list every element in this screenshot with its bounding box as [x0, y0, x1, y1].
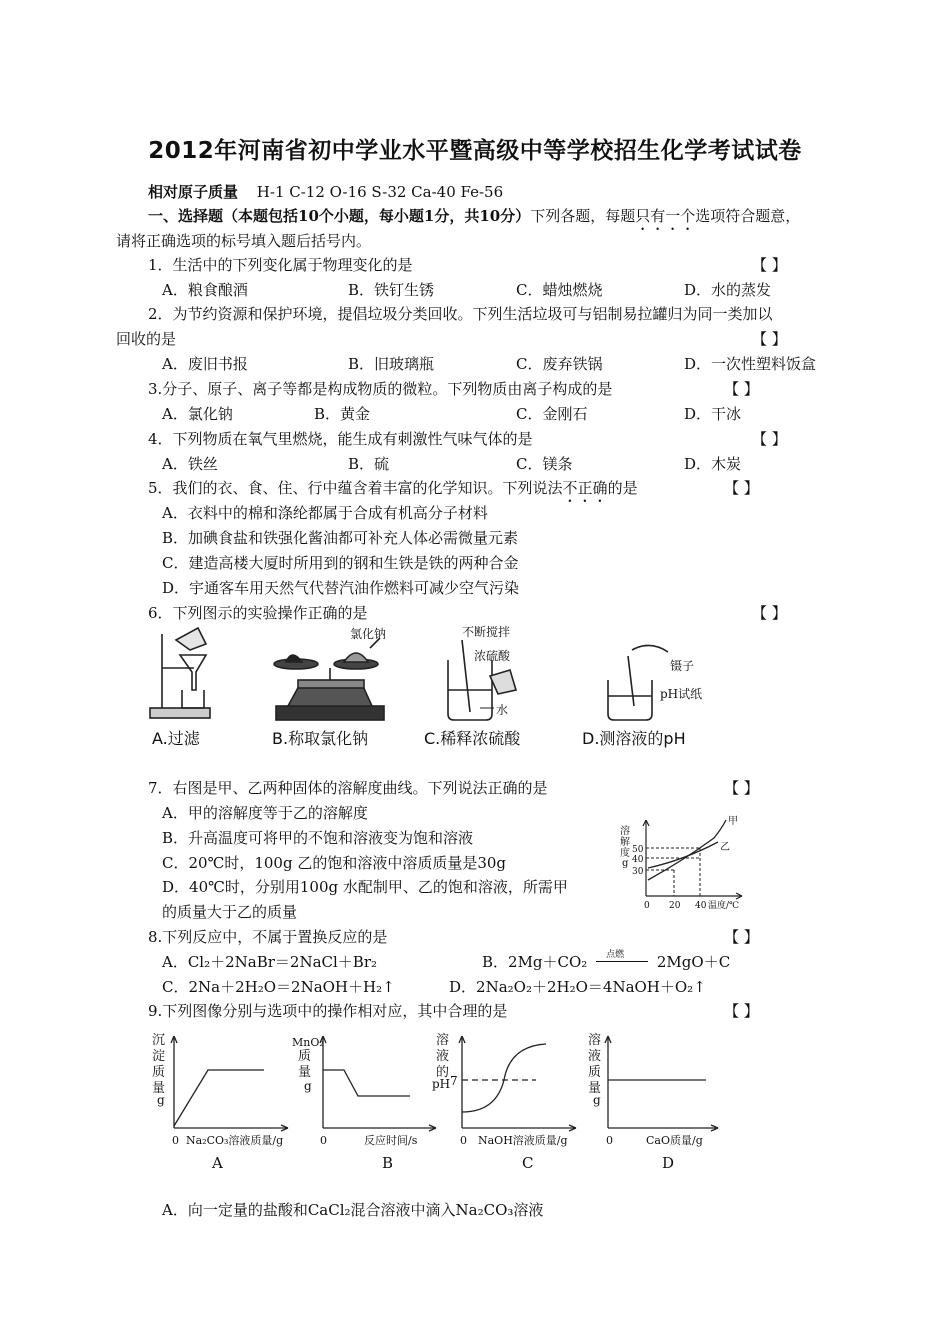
q5-stem-c: 的是 [607, 479, 638, 497]
gd-label: D [662, 1154, 675, 1172]
atomic-mass-label: 相对原子质量 [148, 183, 239, 201]
q2-stem: 2．为节约资源和保护环境，提倡垃圾分类回收。下列生活垃圾可与铝制易拉罐归为同一类加以 [148, 305, 773, 323]
ga-ylabel-3: 质 [152, 1065, 166, 1080]
gb-ylabel-2: 质 [298, 1049, 312, 1064]
q7-option-d-cont: 的质量大于乙的质量 [162, 903, 298, 921]
q5-stem-emph: 不正确 [562, 479, 608, 497]
gb-yunit: g [304, 1079, 312, 1093]
gc-ylabel-4: pH [432, 1077, 451, 1091]
q1-option-d: D．水的蒸发 [684, 281, 772, 299]
q7-option-c: C．20℃时，100g 乙的饱和溶液中溶质质量是30g [162, 854, 507, 872]
gd-xlabel: CaO质量/g [646, 1134, 703, 1147]
stir-label: 不断搅拌 [462, 625, 511, 639]
graph-b [320, 1036, 436, 1131]
q9-answer-bracket: 【 】 [724, 1002, 759, 1020]
tweezer-label: 镊子 [670, 659, 695, 673]
acid-label: 浓硫酸 [474, 649, 511, 663]
q8-option-b-left: B．2Mg＋CO₂ [482, 953, 588, 971]
gc-tick-7: 7 [450, 1074, 458, 1088]
section1-instr-line2: 请将正确选项的标号填入题后括号内。 [116, 232, 372, 250]
graph-c [459, 1036, 576, 1131]
gd-yunit: g [593, 1093, 601, 1107]
q4-option-d: D．木炭 [684, 455, 742, 473]
q6-stem: 6．下列图示的实验操作正确的是 [148, 604, 368, 622]
q8-answer-bracket: 【 】 [724, 928, 759, 946]
q4-option-c: C．镁条 [516, 455, 573, 473]
q4-option-a: A．铁丝 [162, 455, 218, 473]
ga-ylabel-2: 淀 [152, 1049, 166, 1064]
section1-instr-a: 下列各题，每题 [530, 207, 636, 225]
sol-xlabel: 温度/℃ [708, 901, 740, 911]
q5-option-a: A．衣料中的棉和涤纶都属于合成有机高分子材料 [162, 504, 488, 522]
q7-answer-bracket: 【 】 [724, 779, 759, 797]
q9-option-a: A．向一定量的盐酸和CaCl₂混合溶液中滴入Na₂CO₃溶液 [162, 1201, 544, 1219]
gb-ylabel-1: MnO₂ [292, 1036, 324, 1049]
q7-option-a: A．甲的溶解度等于乙的溶解度 [162, 804, 368, 822]
q3-option-b: B．黄金 [314, 405, 371, 423]
q3-option-a: A．氯化钠 [162, 405, 233, 423]
sol-tick-40: 40 [632, 855, 644, 865]
gd-origin: 0 [606, 1134, 613, 1147]
gb-label: B [382, 1154, 394, 1172]
ga-origin: 0 [172, 1134, 179, 1147]
gd-ylabel-2: 液 [588, 1049, 602, 1064]
section1-instr-c: 选项符合题意， [695, 207, 801, 225]
q3-option-d: D．干冰 [684, 405, 742, 423]
sol-tick-x40: 40 [695, 901, 707, 911]
gd-ylabel-1: 溶 [588, 1033, 602, 1048]
q2-answer-bracket: 【 】 [752, 330, 787, 348]
ignition-condition: 点燃 [606, 950, 625, 960]
q8-option-c: C．2Na＋2H₂O＝2NaOH＋H₂↑ [162, 978, 395, 996]
ga-ylabel-1: 沉 [152, 1033, 166, 1048]
q2-option-d: D．一次性塑料饭盒 [684, 355, 817, 373]
q3-answer-bracket: 【 】 [724, 380, 759, 398]
q4-stem: 4．下列物质在氧气里燃烧，能生成有刺激性气味气体的是 [148, 430, 533, 448]
q1-stem: 1．生活中的下列变化属于物理变化的是 [148, 256, 413, 274]
sol-tick-x20: 20 [669, 901, 681, 911]
sol-ylabel-2: 解 [620, 837, 630, 848]
gd-ylabel-4: 量 [588, 1081, 602, 1096]
q5-option-c: C．建造高楼大厦时所用到的钢和生铁是铁的两种合金 [162, 554, 519, 572]
gb-origin: 0 [320, 1134, 327, 1147]
ga-xlabel: Na₂CO₃溶液质量/g [186, 1134, 284, 1147]
q3-option-c: C．金刚石 [516, 405, 588, 423]
sol-tick-50: 50 [632, 845, 644, 855]
q6-answer-bracket: 【 】 [752, 604, 787, 622]
q1-option-b: B．铁钉生锈 [348, 281, 435, 299]
sol-series-jia: 甲 [728, 816, 738, 827]
q1-option-a: A．粮食酿酒 [162, 281, 248, 299]
fig-c-label: C.稀释浓硫酸 [424, 729, 521, 748]
ph-paper-label: pH试纸 [660, 687, 703, 701]
gc-xlabel: NaOH溶液质量/g [478, 1134, 568, 1147]
fig-b-label: B.称取氯化钠 [272, 729, 369, 748]
gd-ylabel-3: 质 [588, 1065, 602, 1080]
atomic-mass-values: H-1 C-12 O-16 S-32 Ca-40 Fe-56 [256, 183, 504, 201]
q4-answer-bracket: 【 】 [752, 430, 787, 448]
sol-ylabel-1: 溶 [620, 826, 630, 837]
q9-stem: 9.下列图像分别与选项中的操作相对应，其中合理的是 [148, 1002, 508, 1020]
gb-xlabel: 反应时间/s [364, 1134, 418, 1147]
sol-tick-x0: 0 [644, 901, 650, 911]
gc-label: C [522, 1154, 534, 1172]
section1-instr-emph: 只有一个 [635, 207, 696, 225]
q2-option-a: A．废旧书报 [162, 355, 248, 373]
section1-heading: 一、选择题（本题包括10个小题，每小题1分，共10分） [148, 207, 531, 225]
q8-option-b-right: 2MgO＋C [656, 953, 731, 971]
ga-ylabel-4: 量 [152, 1081, 166, 1096]
q5-option-b: B．加碘食盐和铁强化酱油都可补充人体必需微量元素 [162, 529, 519, 547]
ga-yunit: g [157, 1093, 165, 1107]
gc-ylabel-2: 液 [436, 1049, 450, 1064]
q2-option-b: B．旧玻璃瓶 [348, 355, 435, 373]
water-label: 水 [496, 703, 509, 717]
q7-option-d: D．40℃时，分别用100g 水配制甲、乙的饱和溶液，所需甲 [162, 878, 568, 896]
q5-answer-bracket: 【 】 [724, 479, 759, 497]
q3-stem: 3.分子、原子、离子等都是构成物质的微粒。下列物质由离子构成的是 [148, 380, 613, 398]
q8-stem: 8.下列反应中，不属于置换反应的是 [148, 928, 388, 946]
nacl-label: 氯化钠 [350, 627, 387, 641]
gc-ylabel-3: 的 [436, 1065, 450, 1080]
sol-ylabel-3: 度 [620, 848, 630, 859]
q7-option-b: B．升高温度可将甲的不饱和溶液变为饱和溶液 [162, 829, 474, 847]
graph-d [605, 1036, 718, 1131]
sol-tick-30: 30 [632, 867, 644, 877]
q8-option-a: A．Cl₂＋2NaBr＝2NaCl＋Br₂ [162, 953, 378, 971]
q4-option-b: B．硫 [348, 455, 390, 473]
ga-label: A [212, 1154, 223, 1172]
q8-option-d: D．2Na₂O₂＋2H₂O＝4NaOH＋O₂↑ [449, 978, 706, 996]
fig-d-label: D.测溶液的pH [582, 729, 686, 748]
gb-ylabel-3: 量 [298, 1065, 312, 1080]
q7-stem: 7．右图是甲、乙两种固体的溶解度曲线。下列说法正确的是 [148, 779, 548, 797]
q1-answer-bracket: 【 】 [752, 256, 787, 274]
page-title: 2012年河南省初中学业水平暨高级中等学校招生化学考试试卷 [148, 138, 802, 164]
gc-origin: 0 [460, 1134, 467, 1147]
q2-stem-line2: 回收的是 [116, 330, 177, 348]
graph-a [171, 1036, 288, 1131]
fig-a-label: A.过滤 [152, 729, 200, 748]
gc-ylabel-1: 溶 [436, 1033, 450, 1048]
q1-option-c: C．蜡烛燃烧 [516, 281, 603, 299]
sol-series-yi: 乙 [720, 842, 730, 853]
sol-yunit: g [622, 858, 629, 869]
q5-option-d: D．宇通客车用天然气代替汽油作燃料可减少空气污染 [162, 579, 520, 597]
q2-option-c: C．废弃铁锅 [516, 355, 603, 373]
q5-stem-a: 5．我们的衣、食、住、行中蕴含着丰富的化学知识。下列说法 [148, 479, 563, 497]
